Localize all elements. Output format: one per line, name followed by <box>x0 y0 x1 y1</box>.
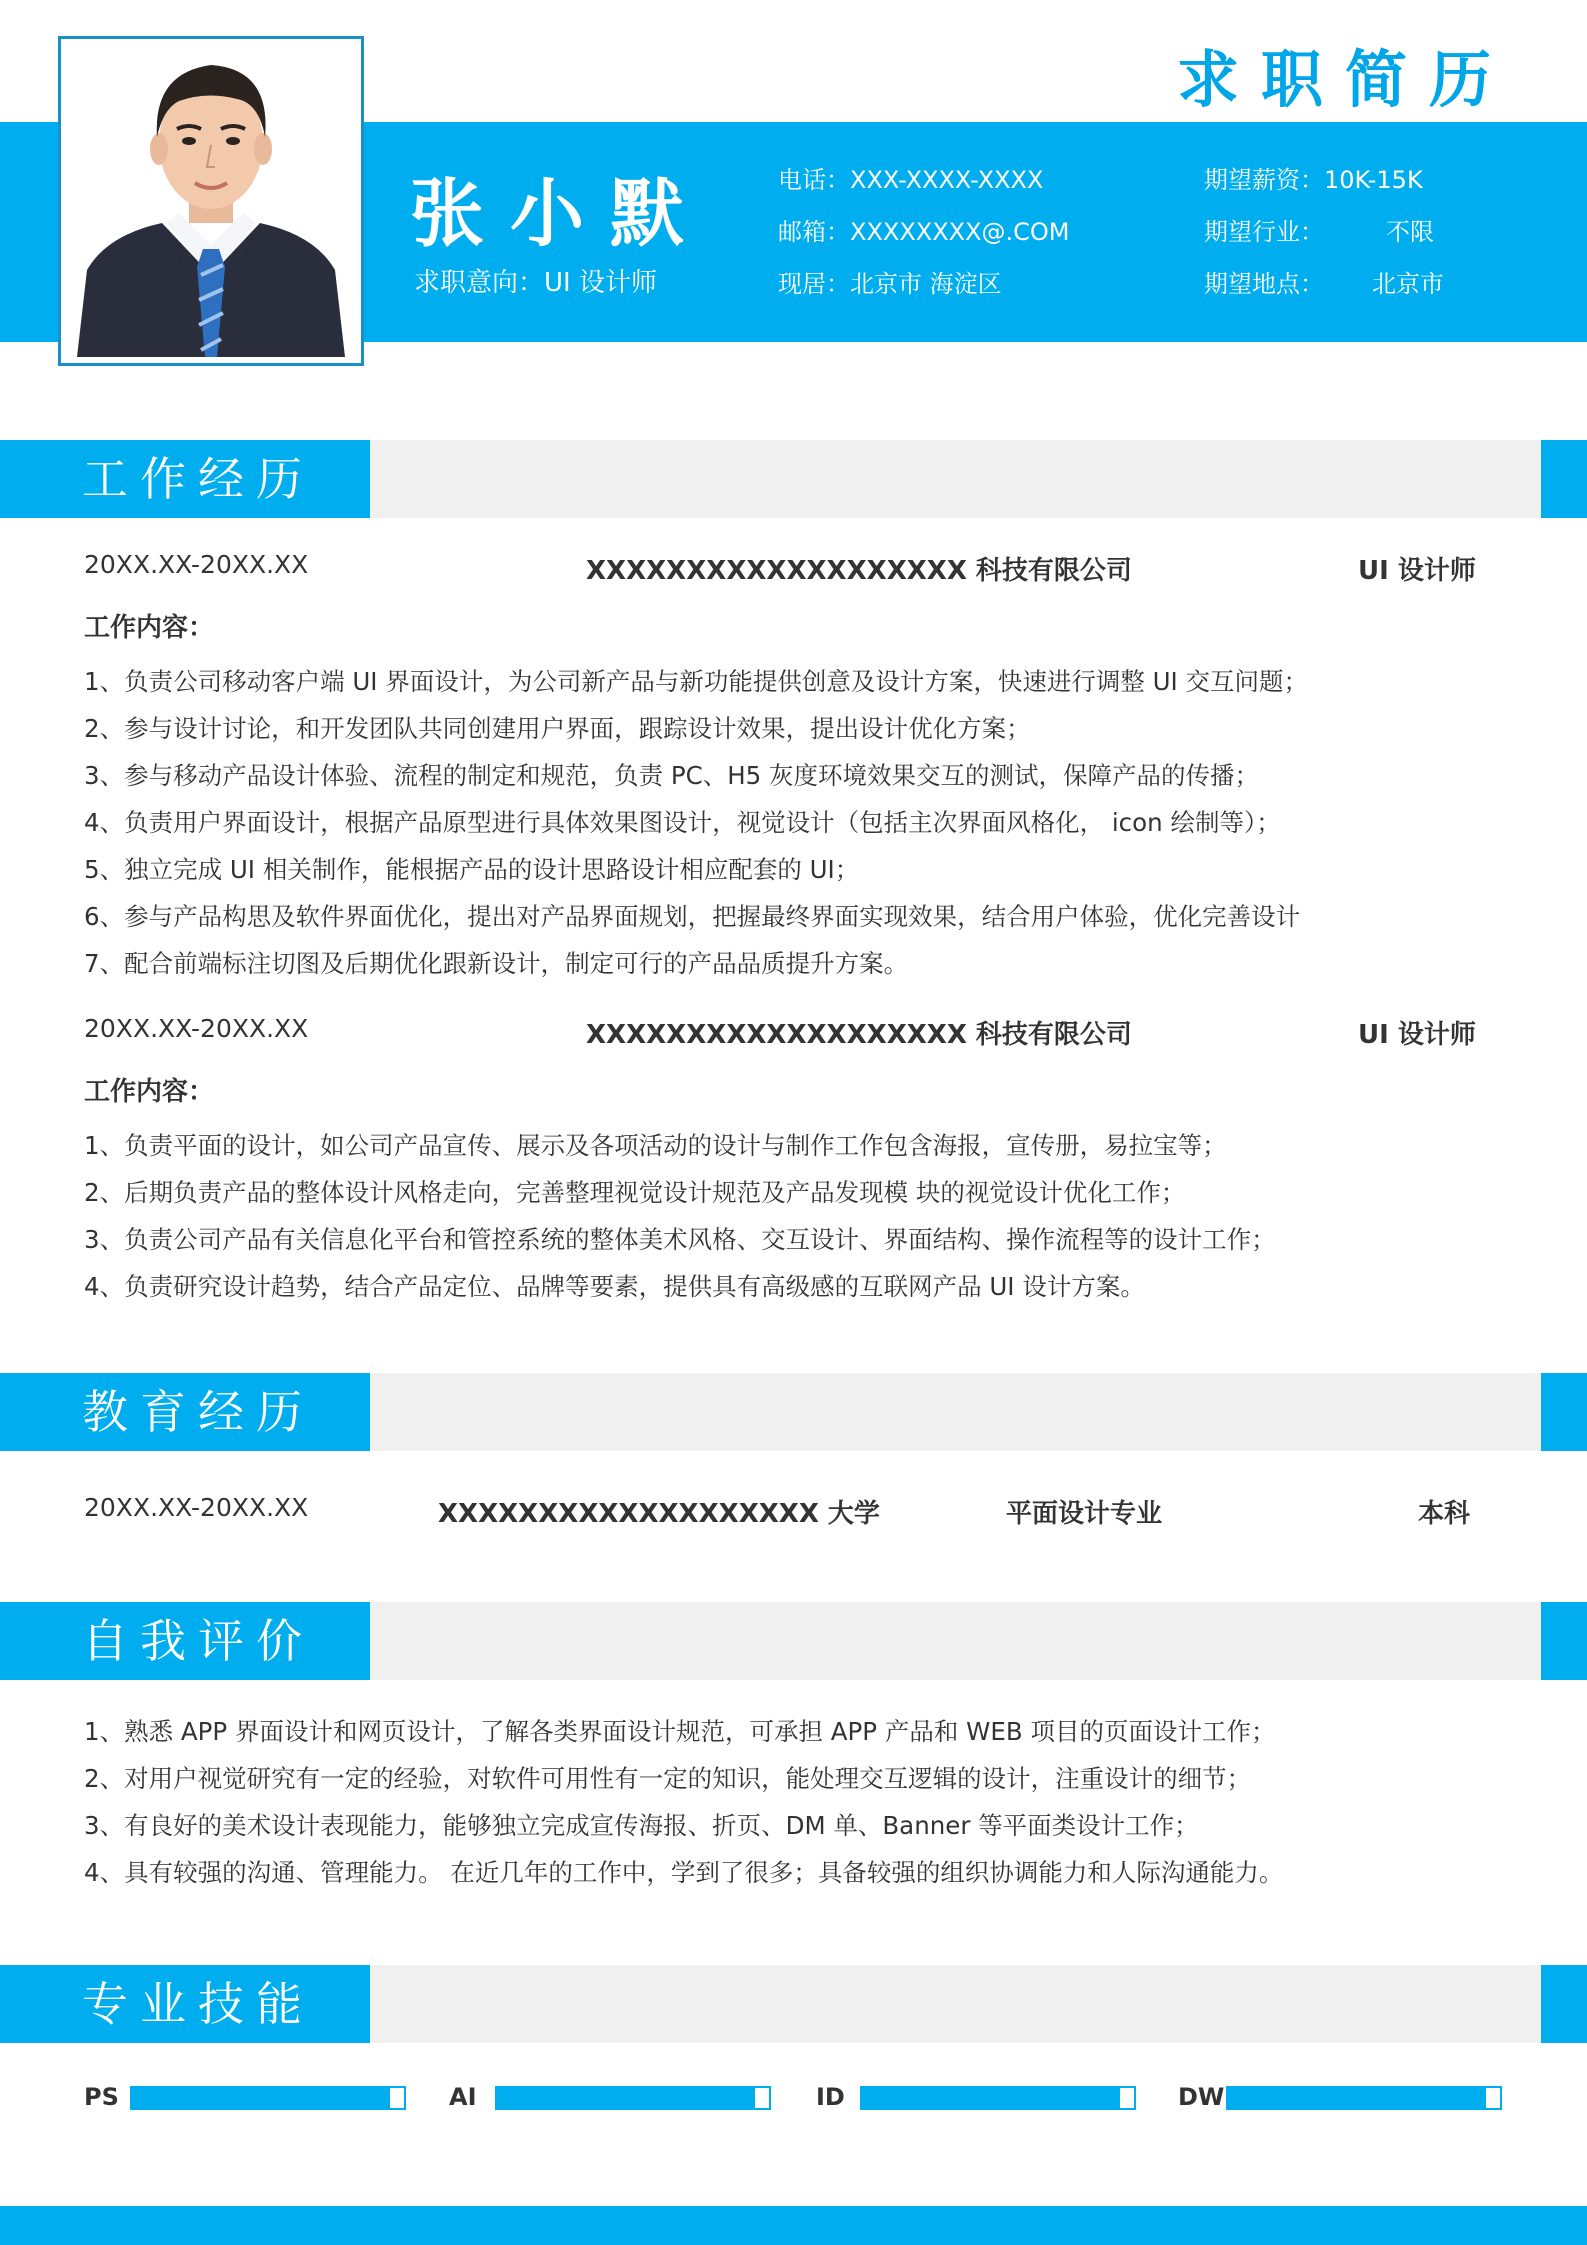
section-header-self <box>0 1602 1587 1680</box>
edu-major: 平面设计专业 <box>1006 1499 1163 1529</box>
section-title: 专业技能 <box>0 1965 370 2043</box>
edu-period: 20XX.XX-20XX.XX <box>84 1493 309 1522</box>
work1-role: UI 设计师 <box>1358 556 1476 586</box>
skill-bar-ps <box>130 2086 406 2110</box>
work1-item: 3、参与移动产品设计体验、流程的制定和规范，负责 PC、H5 灰度环境效果交互的测试，保障产品的传播； <box>84 761 1260 790</box>
section-cap <box>1541 440 1587 518</box>
section-header-work <box>0 440 1587 518</box>
footer-band <box>0 2206 1587 2245</box>
location-text: 现居：北京市 海淀区 <box>778 270 1002 298</box>
skill-bar-ai <box>495 2086 771 2110</box>
work1-company: XXXXXXXXXXXXXXXXXXX 科技有限公司 <box>586 556 1132 586</box>
work2-period: 20XX.XX-20XX.XX <box>84 1014 309 1043</box>
self-eval-item: 1、熟悉 APP 界面设计和网页设计，了解各类界面设计规范，可承担 APP 产品和 WEB 项目的页面设计工作； <box>84 1717 1276 1746</box>
work1-item: 1、负责公司移动客户端 UI 界面设计，为公司新产品与新功能提供创意及设计方案，快速进行调整 UI 交互问题； <box>84 667 1309 696</box>
avatar <box>67 45 355 357</box>
work1-period: 20XX.XX-20XX.XX <box>84 550 309 579</box>
work1-item: 5、独立完成 UI 相关制作，能根据产品的设计思路设计相应配套的 UI； <box>84 855 860 884</box>
skill-bar-fill <box>1228 2088 1486 2108</box>
work2-item: 2、后期负责产品的整体设计风格走向，完善整理视觉设计规范及产品发现模 块的视觉设计优化工作； <box>84 1178 1186 1207</box>
skill-bar-fill <box>497 2088 755 2108</box>
profile-photo <box>58 36 364 366</box>
work2-item: 4、负责研究设计趋势，结合产品定位、品牌等要素，提供具有高级感的互联网产品 UI 设计方案。 <box>84 1272 1145 1301</box>
skill-bar-fill <box>132 2088 390 2108</box>
edu-school: XXXXXXXXXXXXXXXXXXX 大学 <box>438 1499 880 1529</box>
work2-company: XXXXXXXXXXXXXXXXXXX 科技有限公司 <box>586 1020 1132 1050</box>
work2-role: UI 设计师 <box>1358 1020 1476 1050</box>
work1-content-label: 工作内容： <box>84 613 215 643</box>
edu-degree: 本科 <box>1418 1499 1471 1529</box>
self-eval-item: 4、具有较强的沟通、管理能力。 在近几年的工作中，学到了很多；具备较强的组织协调能力和人际沟通能力。 <box>84 1858 1284 1887</box>
section-title: 工作经历 <box>0 440 370 518</box>
skill-bar-fill <box>862 2088 1120 2108</box>
section-cap <box>1541 1965 1587 2043</box>
expected-place-label: 期望地点： <box>1204 270 1324 298</box>
skill-label-dw: DW <box>1178 2083 1225 2111</box>
work1-item: 6、参与产品构思及软件界面优化，提出对产品界面规划，把握最终界面实现效果，结合用户体验，优化完善设计 <box>84 902 1301 931</box>
section-title: 教育经历 <box>0 1373 370 1451</box>
work1-item: 7、配合前端标注切图及后期优化跟新设计，制定可行的产品品质提升方案。 <box>84 949 909 978</box>
section-header-skills <box>0 1965 1587 2043</box>
expected-salary: 期望薪资：10K-15K <box>1204 166 1423 194</box>
email-text: 邮箱：XXXXXXXX@.COM <box>778 218 1070 246</box>
section-cap <box>1541 1373 1587 1451</box>
section-title: 自我评价 <box>0 1602 370 1680</box>
phone-text: 电话：XXX-XXXX-XXXX <box>778 166 1044 194</box>
work2-content-label: 工作内容： <box>84 1077 215 1107</box>
section-header-education <box>0 1373 1587 1451</box>
skill-bar-dw <box>1226 2086 1502 2110</box>
skill-label-id: ID <box>816 2083 845 2111</box>
work2-item: 3、负责公司产品有关信息化平台和管控系统的整体美术风格、交互设计、界面结构、操作流程等的设计工作； <box>84 1225 1276 1254</box>
expected-industry-label: 期望行业： <box>1204 218 1324 246</box>
candidate-name: 张小默 <box>410 171 710 257</box>
skill-label-ai: AI <box>449 2083 477 2111</box>
section-cap <box>1541 1602 1587 1680</box>
expected-industry-value: 不限 <box>1386 218 1434 246</box>
skill-bar-id <box>860 2086 1136 2110</box>
work1-item: 4、负责用户界面设计，根据产品原型进行具体效果图设计，视觉设计（包括主次界面风格化， icon 绘制等）； <box>84 808 1281 837</box>
self-eval-item: 2、对用户视觉研究有一定的经验，对软件可用性有一定的知识，能处理交互逻辑的设计，注重设计的细节； <box>84 1764 1252 1793</box>
work2-item: 1、负责平面的设计，如公司产品宣传、展示及各项活动的设计与制作工作包含海报，宣传册，易拉宝等； <box>84 1131 1227 1160</box>
work1-item: 2、参与设计讨论，和开发团队共同创建用户界面，跟踪设计效果，提出设计优化方案； <box>84 714 1031 743</box>
expected-place-value: 北京市 <box>1372 270 1444 298</box>
job-intent: 求职意向：UI 设计师 <box>414 268 657 298</box>
skill-label-ps: PS <box>84 2083 119 2111</box>
self-eval-item: 3、有良好的美术设计表现能力，能够独立完成宣传海报、折页、DM 单、Banner 等平面类设计工作； <box>84 1811 1199 1840</box>
document-title: 求职简历 <box>1176 43 1513 116</box>
